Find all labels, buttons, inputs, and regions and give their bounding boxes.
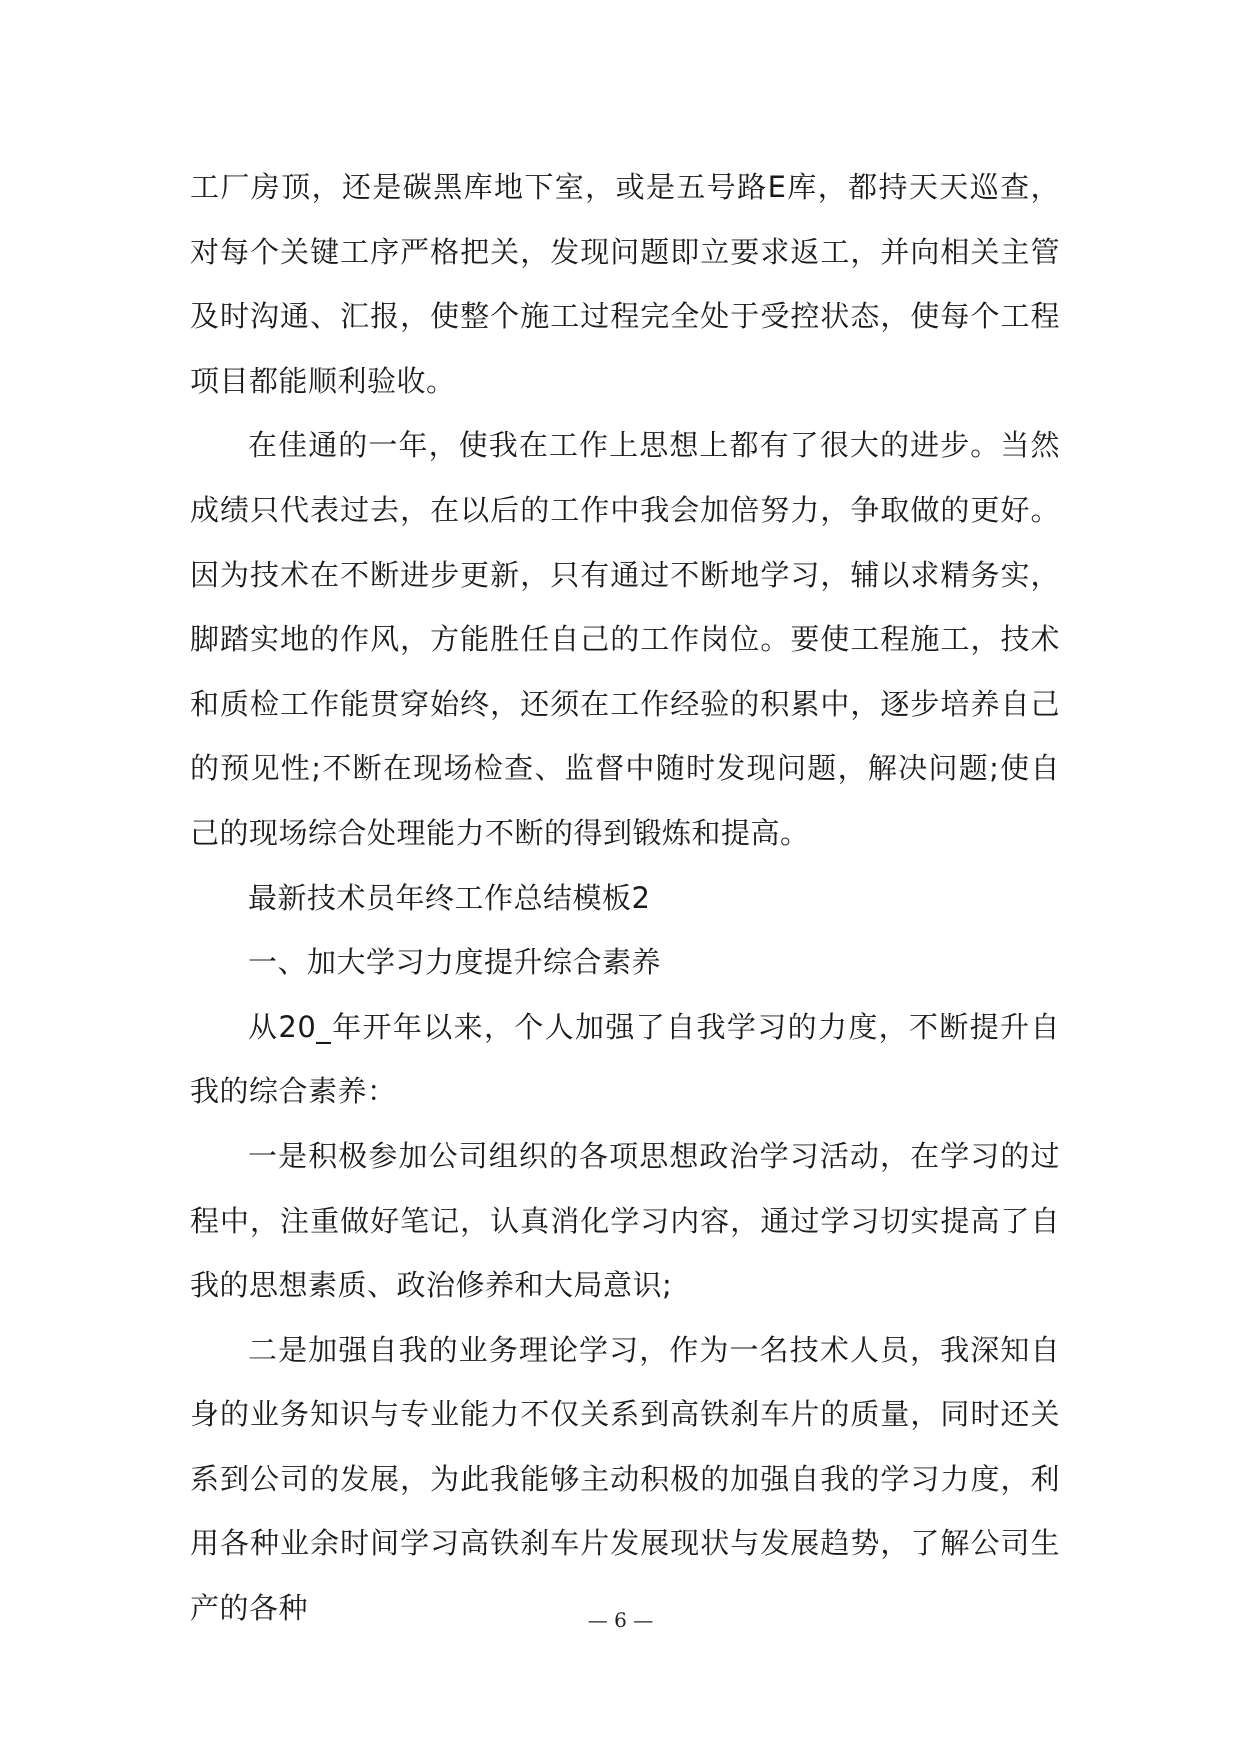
subsection-heading: 一、加大学习力度提升综合素养	[248, 945, 662, 980]
page-number: — 6 —	[587, 1608, 654, 1632]
paragraph-2: 在佳通的一年，使我在工作上思想上都有了很大的进步。当然成绩只代表过去，在以后的工作中我会加倍努力，争取做的更好。因为技术在不断进步更新，只有通过不断地学习，辅以求精务实，脚踏实地的作风，方能胜任自己的工作岗位。要使工程施工，技术和质检工作能贯穿始终，还须在工作经验的积累中，逐步培养自己的预见性;不断在现场检查、监督中随时发现问题，解决问题;使自己的现场综合处理能力不断的得到锻炼和提高。	[190, 428, 1060, 850]
paragraph-1: 工厂房顶，还是碳黑库地下室，或是五号路E库，都持天天巡查，对每个关键工序严格把关，发现问题即立要求返工，并向相关主管及时沟通、汇报，使整个施工过程完全处于受控状态，使每个工程项目都能顺利验收。	[190, 170, 1060, 398]
body-text	[190, 155, 1060, 1641]
section-title: 最新技术员年终工作总结模板2	[248, 880, 651, 915]
paragraph-3: 从20_年开年以来，个人加强了自我学习的力度，不断提升自我的综合素养：	[190, 1009, 1060, 1109]
paragraph-4: 一是积极参加公司组织的各项思想政治学习活动，在学习的过程中，注重做好笔记，认真消化学习内容，通过学习切实提高了自我的思想素质、政治修养和大局意识;	[190, 1138, 1060, 1303]
paragraph-5: 二是加强自我的业务理论学习，作为一名技术人员，我深知自身的业务知识与专业能力不仅关系到高铁刹车片的质量，同时还关系到公司的发展，为此我能够主动积极的加强自我的学习力度，利用各种业余时间学习高铁刹车片发展现状与发展趋势，了解公司生产的各种	[190, 1332, 1060, 1626]
